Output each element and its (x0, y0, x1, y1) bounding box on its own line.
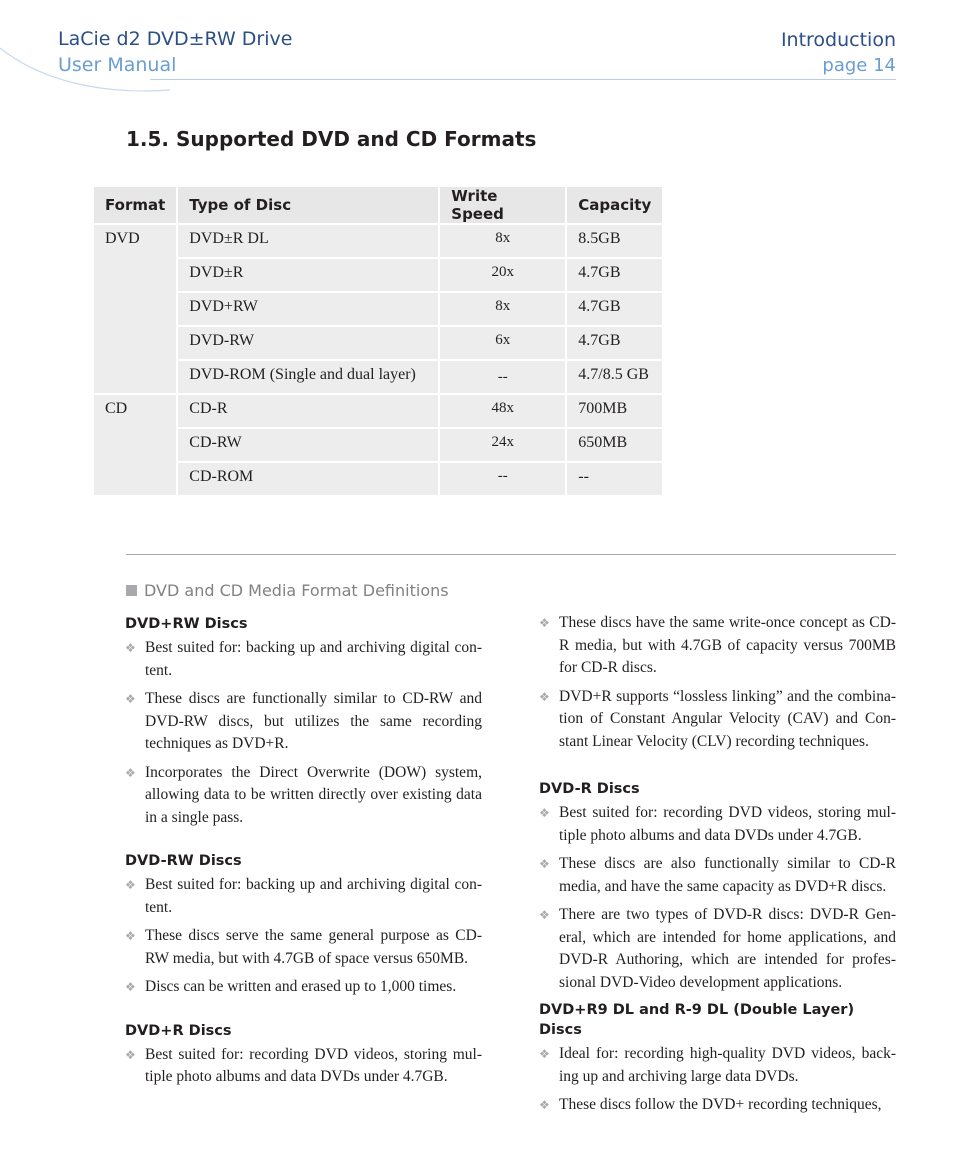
table-row (93, 224, 663, 258)
product-title: LaCie d2 DVD±RW Drive (58, 28, 293, 50)
disc-type-cell: CD-RW (177, 428, 439, 462)
subsection-heading: DVD-RW Discs (125, 853, 242, 869)
disc-type-cell: DVD+RW (177, 292, 439, 326)
table-row (93, 326, 663, 360)
list-item (125, 688, 482, 756)
disc-type-cell: DVD±R (177, 258, 439, 292)
write-speed-cell: 24x (439, 428, 566, 462)
table-row (93, 258, 663, 292)
diamond-bullet-icon: ❖ (125, 929, 136, 943)
list-item-text: These discs follow the DVD+ recording techniques, (559, 1096, 882, 1113)
page-title: 1.5. Supported DVD and CD Formats (126, 127, 537, 151)
list-item-text: DVD+R supports “lossless linking” and the combina-tion of Constant Angular Velocity (CAV) and Con-stant Linear Velocity (CLV) recording techniques. (559, 687, 896, 750)
disc-type-cell: CD-ROM (177, 462, 439, 496)
format-cell: DVD (93, 224, 177, 394)
diamond-bullet-icon: ❖ (539, 1098, 550, 1112)
list-item-text: There are two types of DVD-R discs: DVD-R Gen-eral, which are intended for home applications, and DVD-R Authoring, which are intended for profes-sional DVD-Video development applications. (559, 906, 896, 991)
format-cell: CD (93, 394, 177, 496)
diamond-bullet-icon: ❖ (125, 878, 136, 892)
list-item (539, 1043, 896, 1088)
list-item-text: Incorporates the Direct Overwrite (DOW) system, allowing data to be written directly over existing data in a single pass. (145, 763, 482, 826)
list-item (125, 762, 482, 830)
list-item-text: These discs have the same write-once concept as CD-R media, but with 4.7GB of capacity versus 700MB for CD-R discs. (559, 614, 896, 676)
list-item (539, 686, 896, 754)
table-row (93, 292, 663, 326)
write-speed-cell: 8x (439, 292, 566, 326)
write-speed-cell: 48x (439, 394, 566, 428)
table-header-row (93, 186, 663, 224)
capacity-cell: 4.7GB (566, 258, 663, 292)
list-item (539, 853, 896, 898)
diamond-bullet-icon: ❖ (125, 641, 136, 655)
list-item-text: These discs are functionally similar to CD-RW and DVD-RW discs, but utilizes the same recording techniques as DVD+R. (145, 690, 482, 752)
list-item-text: These discs are also functionally similar to CD-R media, and have the same capacity as DVD+R discs. (559, 855, 896, 895)
diamond-bullet-icon: ❖ (539, 616, 550, 630)
subsection-heading: DVD+R9 DL and R-9 DL (Double Layer) Discs (539, 1002, 855, 1038)
manual-label: User Manual (58, 54, 177, 76)
capacity-cell: -- (566, 462, 663, 496)
list-item-text: Ideal for: recording high-quality DVD videos, back-ing up and archiving large data DVDs. (559, 1045, 896, 1085)
list-item (125, 976, 482, 999)
diamond-bullet-icon: ❖ (539, 857, 550, 871)
capacity-cell: 650MB (566, 428, 663, 462)
write-speed-cell: 8x (439, 224, 566, 258)
write-speed-cell: 6x (439, 326, 566, 360)
diamond-bullet-icon: ❖ (539, 689, 550, 704)
table-row (93, 428, 663, 462)
disc-type-cell: DVD-ROM (Single and dual layer) (177, 360, 439, 394)
list-item-text: Best suited for: backing up and archiving digital con-tent. (145, 876, 482, 916)
table-row (93, 462, 663, 496)
section-divider (126, 554, 896, 555)
subsection-heading: DVD+R Discs (125, 1022, 232, 1039)
disc-type-cell: DVD-RW (177, 326, 439, 360)
header-divider (150, 79, 896, 80)
header-right (781, 27, 896, 79)
definitions-title (126, 581, 449, 600)
header-left (58, 26, 292, 78)
table-row (93, 360, 663, 394)
list-item (539, 1094, 896, 1117)
list-item (125, 874, 482, 919)
list-item (539, 802, 896, 847)
page-number: page 14 (822, 55, 896, 76)
capacity-cell: 4.7/8.5 GB (566, 360, 663, 394)
definitions-left-column (125, 614, 482, 1095)
diamond-bullet-icon: ❖ (539, 908, 550, 922)
formats-table (92, 185, 664, 497)
section-label: Introduction (780, 29, 896, 51)
write-speed-cell: 20x (439, 258, 566, 292)
diamond-bullet-icon: ❖ (539, 1047, 550, 1061)
subsection-heading: DVD-R Discs (539, 781, 640, 797)
disc-type-cell: DVD±R DL (177, 224, 439, 258)
column-header: Type of Disc (177, 186, 439, 224)
square-bullet-icon (126, 585, 137, 596)
capacity-cell: 4.7GB (566, 326, 663, 360)
list-item (539, 612, 896, 680)
list-item-text: Best suited for: recording DVD videos, storing mul-tiple photo albums and data DVDs under 4.7GB. (559, 804, 896, 844)
capacity-cell: 4.7GB (566, 292, 663, 326)
capacity-cell: 700MB (566, 394, 663, 428)
subsection-heading: DVD+RW Discs (125, 616, 248, 632)
list-item-text: Best suited for: recording DVD videos, storing mul-tiple photo albums and data DVDs under 4.7GB. (145, 1045, 482, 1085)
write-speed-cell: -- (439, 360, 566, 394)
column-header: Format (93, 186, 177, 224)
table-row (93, 394, 663, 428)
write-speed-cell: -- (439, 462, 566, 496)
diamond-bullet-icon: ❖ (125, 765, 136, 780)
disc-type-cell: CD-R (177, 394, 439, 428)
list-item-text: Best suited for: backing up and archiving digital con-tent. (145, 639, 482, 679)
list-item (125, 637, 482, 682)
diamond-bullet-icon: ❖ (125, 1047, 136, 1062)
capacity-cell: 8.5GB (566, 224, 663, 258)
list-item-text: These discs serve the same general purpose as CD-RW media, but with 4.7GB of space versus 650MB. (145, 927, 482, 967)
column-header: Write Speed (439, 186, 566, 224)
diamond-bullet-icon: ❖ (125, 692, 136, 706)
list-item-text: Discs can be written and erased up to 1,000 times. (145, 978, 457, 995)
definitions-title-text: DVD and CD Media Format Definitions (144, 581, 449, 600)
definitions-right-column (539, 612, 896, 1123)
diamond-bullet-icon: ❖ (539, 806, 550, 820)
list-item (125, 1044, 482, 1089)
list-item (125, 925, 482, 970)
column-header: Capacity (566, 186, 663, 224)
diamond-bullet-icon: ❖ (125, 980, 136, 994)
list-item (539, 904, 896, 994)
